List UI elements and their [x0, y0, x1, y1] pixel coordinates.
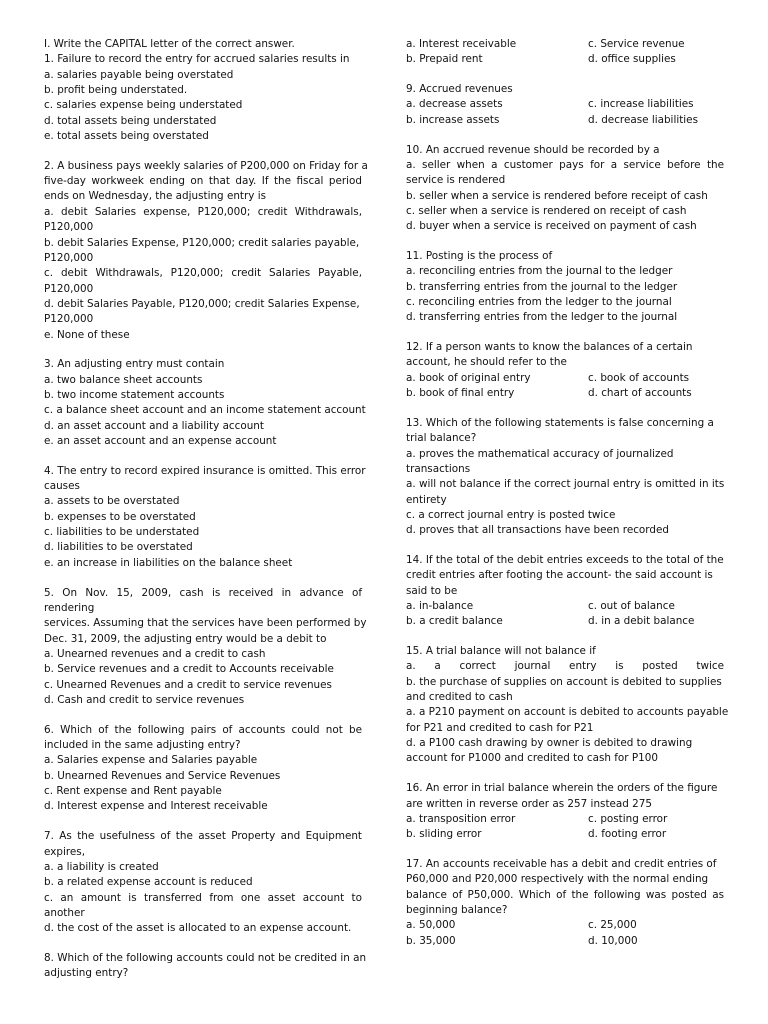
choice-option: a. decrease assets — [406, 98, 503, 111]
question-line: d. debit Salaries Payable, P120,000; credit Salaries Expense, — [44, 297, 360, 310]
choice-option: c. 25,000 — [588, 919, 637, 932]
choice-option: a. book of original entry — [406, 371, 531, 384]
question-text: 16. An error in trial balance wherein the orders of the figure — [406, 782, 718, 795]
question-line: a. will not balance if the correct journal entry is omitted in its — [406, 478, 725, 491]
question-line: a. reconciling entries from the journal to the ledger — [406, 265, 673, 278]
choice-row — [406, 827, 724, 842]
question-block — [44, 357, 366, 449]
choice-option: c. posting error — [588, 812, 668, 825]
question-line: another — [44, 906, 85, 919]
question-block — [44, 159, 368, 343]
question-line: account for P1000 and credited to cash for P100 — [406, 752, 658, 765]
question-line: e. an increase in liabilities on the balance sheet — [44, 556, 293, 569]
question-line: d. the cost of the asset is allocated to an expense account. — [44, 922, 352, 935]
instructions: I. Write the CAPITAL letter of the correct answer. — [44, 38, 295, 50]
question-text: 3. An adjusting entry must contain — [44, 358, 225, 371]
question-line: d. Cash and credit to service revenues — [44, 693, 245, 706]
choice-row — [406, 371, 724, 386]
choice-row — [406, 614, 724, 629]
choice-option: d. decrease liabilities — [588, 113, 698, 126]
question-text: 5. On Nov. 15, 2009, cash is received in advance of rendering — [44, 586, 362, 614]
question-line: are written in reverse order as 257 instead 275 — [406, 797, 653, 810]
question-block — [44, 951, 367, 982]
question-line: d. an asset account and a liability account — [44, 419, 264, 432]
question-text: 10. An accrued revenue should be recorded by a — [406, 143, 660, 156]
question-line: e. total assets being overstated — [44, 130, 209, 143]
question-block — [406, 857, 724, 949]
choice-option: b. 35,000 — [406, 934, 456, 947]
question-line: P120,000 — [44, 313, 94, 326]
question-line: b. transferring entries from the journal to the ledger — [406, 280, 678, 293]
question-line: c. debit Withdrawals, P120,000; credit Salaries Payable, — [44, 267, 362, 280]
question-block — [44, 723, 362, 815]
question-line: services. Assuming that the services have been performed by — [44, 617, 367, 630]
choice-row — [406, 52, 724, 67]
question-line: c. a correct journal entry is posted twice — [406, 508, 616, 521]
question-block — [406, 37, 724, 68]
question-line: b. Unearned Revenues and Service Revenues — [44, 769, 281, 782]
question-block — [44, 829, 362, 936]
question-line: service is rendered — [406, 174, 506, 187]
question-line: b. two income statement accounts — [44, 389, 225, 401]
question-line: transactions — [406, 462, 471, 475]
question-line: b. seller when a service is rendered before receipt of cash — [406, 189, 708, 202]
question-line: d. liabilities to be overstated — [44, 541, 193, 554]
question-line: d. transferring entries from the ledger to the journal — [406, 311, 678, 324]
question-text: 8. Which of the following accounts could not be credited in an — [44, 951, 367, 964]
question-line: causes — [44, 480, 80, 493]
question-text: 14. If the total of the debit entries exceeds to the total of the — [406, 553, 724, 566]
choice-option: c. book of accounts — [588, 371, 690, 384]
choice-row — [406, 812, 724, 827]
question-line: d. a P100 cash drawing by owner is debited to drawing — [406, 737, 693, 750]
question-line: account, he should refer to the — [406, 356, 567, 369]
question-line: c. Unearned Revenues and a credit to service revenues — [44, 678, 332, 691]
question-block — [44, 52, 362, 144]
question-text: 1. Failure to record the entry for accrued salaries results in — [44, 53, 350, 66]
question-block — [406, 143, 724, 235]
question-line: P120,000 — [44, 251, 94, 264]
question-line: c. Rent expense and Rent payable — [44, 785, 222, 798]
choice-option: b. sliding error — [406, 828, 482, 841]
question-line: included in the same adjusting entry? — [44, 739, 241, 752]
question-line: c. salaries expense being understated — [44, 99, 243, 112]
question-line: c. an amount is transferred from one asset account to — [44, 891, 362, 904]
question-line: ends on Wednesday, the adjusting entry is — [44, 190, 267, 203]
question-block — [406, 340, 724, 401]
choice-option: a. Interest receivable — [406, 38, 517, 50]
instructions-block — [44, 37, 362, 52]
question-line: credit entries after footing the account- the said account is — [406, 569, 713, 582]
choice-row — [406, 918, 724, 933]
question-line: b. the purchase of supplies on account is debited to supplies — [406, 675, 722, 688]
choice-option: c. Service revenue — [588, 38, 685, 50]
choice-row — [406, 386, 724, 401]
question-block — [44, 586, 367, 709]
question-line: Dec. 31, 2009, the adjusting entry would be a debit to — [44, 632, 327, 645]
question-line: expires, — [44, 845, 85, 858]
question-block — [406, 82, 724, 128]
choice-option: b. Prepaid rent — [406, 53, 483, 66]
question-line: trial balance? — [406, 432, 477, 445]
question-line: b. expenses to be overstated — [44, 510, 196, 523]
choice-option: d. footing error — [588, 828, 667, 841]
question-line: for P21 and credited to cash for P21 — [406, 721, 594, 734]
question-block — [406, 781, 724, 842]
question-text: 12. If a person wants to know the balances of a certain — [406, 341, 693, 354]
question-text: 11. Posting is the process of — [406, 249, 553, 262]
choice-row — [406, 97, 724, 112]
question-line: a. two balance sheet accounts — [44, 373, 203, 386]
question-text: 2. A business pays weekly salaries of P200,000 on Friday for a — [44, 159, 368, 172]
choice-option: d. in a debit balance — [588, 615, 695, 628]
question-line: a. assets to be overstated — [44, 495, 180, 508]
question-line: c. seller when a service is rendered on receipt of cash — [406, 204, 687, 217]
question-line: said to be — [406, 584, 458, 597]
question-line: adjusting entry? — [44, 967, 129, 980]
question-line: d. total assets being understated — [44, 114, 217, 127]
choice-option: d. office supplies — [588, 53, 676, 66]
choice-row — [406, 113, 724, 128]
choice-row — [406, 37, 724, 52]
question-line: beginning balance? — [406, 904, 508, 917]
question-block — [406, 249, 724, 326]
choice-option: d. chart of accounts — [588, 387, 692, 400]
choice-option: b. book of final entry — [406, 387, 515, 400]
choice-option: a. 50,000 — [406, 919, 456, 932]
question-line: five-day workweek ending on that day. If the fiscal period — [44, 175, 362, 188]
choice-row — [406, 934, 724, 949]
question-line: a. a P210 payment on account is debited to accounts payable — [406, 706, 729, 719]
question-line: a. seller when a customer pays for a service before the — [406, 158, 724, 171]
question-line: a. salaries payable being overstated — [44, 68, 234, 81]
choice-option: a. in-balance — [406, 600, 474, 612]
question-text: 15. A trial balance will not balance if — [406, 645, 596, 658]
question-line: d. buyer when a service is received on payment of cash — [406, 220, 697, 233]
question-line: and credited to cash — [406, 691, 513, 704]
question-line: a. Unearned revenues and a credit to cash — [44, 647, 266, 660]
question-line: b. a related expense account is reduced — [44, 876, 253, 889]
question-text: 17. An accounts receivable has a debit and credit entries of — [406, 857, 717, 870]
choice-option: b. increase assets — [406, 113, 500, 126]
question-text: 4. The entry to record expired insurance is omitted. This error — [44, 464, 366, 477]
question-block — [406, 553, 724, 630]
question-block — [406, 644, 729, 767]
question-text: 6. Which of the following pairs of accounts could not be — [44, 723, 362, 736]
question-line: d. Interest expense and Interest receivable — [44, 800, 268, 813]
question-line: e. an asset account and an expense account — [44, 435, 277, 448]
question-line: P60,000 and P20,000 respectively with the normal ending — [406, 873, 709, 886]
question-text: 9. Accrued revenues — [406, 83, 513, 96]
question-line: P120,000 — [44, 282, 94, 295]
question-text: 13. Which of the following statements is false concerning a — [406, 416, 714, 429]
question-line: d. proves that all transactions have been recorded — [406, 524, 669, 537]
choice-option: b. a credit balance — [406, 615, 503, 628]
choice-option: c. out of balance — [588, 600, 675, 612]
left-column — [44, 37, 368, 996]
question-line: b. profit being understated. — [44, 84, 188, 97]
question-text: 7. As the usefulness of the asset Property and Equipment — [44, 830, 362, 843]
question-line: balance of P50,000. Which of the following was posted as — [406, 888, 724, 901]
question-line: b. debit Salaries Expense, P120,000; credit salaries payable, — [44, 236, 360, 249]
question-line: c. a balance sheet account and an income statement account — [44, 404, 366, 417]
right-column — [406, 37, 729, 963]
question-line: a. a liability is created — [44, 860, 159, 873]
question-line: a. a correct journal entry is posted twice — [406, 660, 724, 673]
question-block — [44, 464, 366, 571]
choice-option: c. increase liabilities — [588, 98, 694, 111]
choice-option: a. transposition error — [406, 812, 516, 825]
choice-option: d. 10,000 — [588, 934, 638, 947]
question-block — [406, 416, 724, 539]
question-line: entirety — [406, 493, 447, 506]
question-line: e. None of these — [44, 328, 130, 341]
question-line: P120,000 — [44, 221, 94, 234]
choice-row — [406, 599, 724, 614]
question-line: c. reconciling entries from the ledger to the journal — [406, 295, 672, 308]
question-line: b. Service revenues and a credit to Accounts receivable — [44, 663, 334, 676]
question-line: c. liabilities to be understated — [44, 526, 200, 539]
question-line: a. debit Salaries expense, P120,000; credit Withdrawals, — [44, 205, 362, 218]
question-line: a. Salaries expense and Salaries payable — [44, 754, 258, 767]
question-line: a. proves the mathematical accuracy of journalized — [406, 447, 674, 460]
